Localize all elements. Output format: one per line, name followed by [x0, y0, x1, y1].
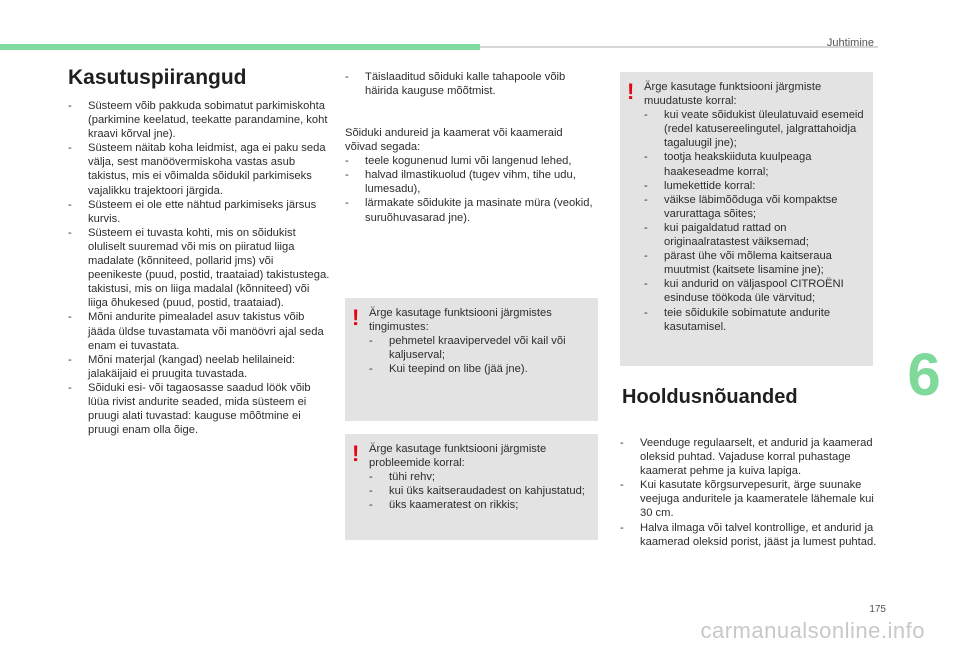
list-item: - Süsteem ei ole ette nähtud parkimiseks järsus kurvis. — [68, 198, 330, 226]
warning-list — [369, 334, 590, 376]
list-item: - Halva ilmaga või talvel kontrollige, et andurid ja kaamerad oleksid porist, jääst ja lumest puhtad. — [620, 521, 878, 549]
warning-list — [369, 470, 590, 512]
sensor-interference-intro: Sõiduki andureid ja kaamerat või kaameraid võivad segada: — [345, 127, 563, 154]
list-item: - üks kaameratest on rikkis; — [369, 498, 590, 512]
list-item: - tühi rehv; — [369, 470, 590, 484]
list-item: - lumekettide korral: — [644, 179, 865, 193]
sensor-interference-list — [345, 154, 595, 224]
warning-box-modifications — [620, 72, 873, 366]
warning-content — [369, 442, 590, 512]
list-item: - Veenduge regulaarselt, et andurid ja kaamerad oleksid puhtad. Vajaduse korral puhastage kaamerat pehme ja kuiva lapiga. — [620, 436, 878, 478]
warning-icon: ! — [627, 79, 635, 104]
list-item: - pehmetel kraavipervedel või kail või kaljuserval; — [369, 334, 590, 362]
page-number: 175 — [869, 604, 886, 615]
list-item: - pärast ühe või mõlema kaitseraua muutmist (kaitsete lisamine jne); — [644, 249, 865, 277]
warning-icon: ! — [352, 441, 360, 466]
watermark: carmanualsonline.info — [700, 618, 925, 643]
warning-list — [644, 108, 865, 334]
list-item: - tootja heakskiiduta kuulpeaga haakeseadme korral; — [644, 150, 865, 178]
warning-content — [644, 80, 865, 334]
usage-limits-column — [68, 99, 330, 437]
warning-box-conditions — [345, 298, 598, 421]
list-item: - lärmakate sõidukite ja masinate müra (veokid, suruõhuvasarad jne). — [345, 196, 595, 224]
list-item: - halvad ilmastikuolud (tugev vihm, tihe udu, lumesadu), — [345, 168, 595, 196]
list-item: - kui paigaldatud rattad on originaalratastest väiksemad; — [644, 221, 865, 249]
warning-intro: Ärge kasutage funktsiooni järgmiste probleemide korral: — [369, 443, 547, 470]
list-item: - Süsteem võib pakkuda sobimatut parkimiskohta (parkimine keelatud, teekatte parandamine, koht kraavi kõrval jne). — [68, 99, 330, 141]
list-item: - teele kogunenud lumi või langenud lehed, — [345, 154, 595, 168]
list-item: - Sõiduki esi- või tagaosasse saadud löök võib lüüa rivist andurite seaded, mida süsteem ei pruugi alati tuvastad: kauguse mõõtmine ei pruugi enam olla õige. — [68, 381, 330, 437]
maintenance-tips-column — [620, 436, 878, 549]
list-item: - Mõni materjal (kangad) neelab helilaineid: jalakäijaid ei pruugita tuvastada. — [68, 353, 330, 381]
warning-content — [369, 306, 590, 376]
list-item: - väikse läbimõõduga või kompaktse varurattaga sõites; — [644, 193, 865, 221]
warning-icon: ! — [352, 305, 360, 330]
list-item: - kui veate sõidukist üleulatuvaid esemeid (redel katusereelingutel, jalgrattahoidja tagaluugil jne); — [644, 108, 865, 150]
chapter-number: 6 — [907, 341, 941, 408]
section-title: Juhtimine — [826, 37, 874, 49]
warning-box-problems — [345, 434, 598, 540]
list-item: - kui üks kaitseraudadest on kahjustatud; — [369, 484, 590, 498]
list-item: - Süsteem näitab koha leidmist, aga ei paku seda välja, sest manöövermiskoha vastas asub takistus, mis ei võimalda sõidukil parkimiseks vajalikku trajektoori järgida. — [68, 141, 330, 197]
list-item: - Kui teepind on libe (jää jne). — [369, 362, 590, 376]
heading-maintenance-tips: Hooldusnõuanded — [622, 386, 798, 408]
header-accent-bar — [0, 44, 480, 50]
middle-top-list-wrapper — [345, 70, 585, 98]
usage-limits-list — [68, 99, 330, 437]
list-item: - kui andurid on väljaspool CITROËNI esinduse töökoda üle värvitud; — [644, 277, 865, 305]
list-item: - Täislaaditud sõiduki kalle tahapoole võib häirida kauguse mõõtmist. — [345, 70, 585, 98]
list-item: - Kui kasutate kõrgsurvepesurit, ärge suunake veejuga anduritele ja kaameratele lähemale kui 30 cm. — [620, 478, 878, 520]
list-item: - Süsteem ei tuvasta kohti, mis on sõidukist oluliselt suuremad või mis on piiratud liiga madalate (kõnniteed, pollarid jms) või peenikeste (puud, postid, traataiad) takistustega. takistusi, mis on liiga madalal (kõnniteed) või liiga õhukesed (puud, postid, traataiad). — [68, 226, 330, 311]
heading-usage-limits: Kasutuspiirangud — [68, 66, 247, 89]
list-item: - teie sõidukile sobimatute andurite kasutamisel. — [644, 306, 865, 334]
middle-top-list — [345, 70, 585, 98]
sensor-interference-block — [345, 126, 595, 225]
list-item: - Mõni andurite pimealadel asuv takistus võib jääda üldse tuvastamata või manöövri ajal seda enam ei tuvastata. — [68, 310, 330, 352]
warning-intro: Ärge kasutage funktsiooni järgmiste muudatuste korral: — [644, 81, 822, 108]
maintenance-tips-list — [620, 436, 878, 549]
warning-intro: Ärge kasutage funktsiooni järgmistes tingimustes: — [369, 307, 552, 334]
